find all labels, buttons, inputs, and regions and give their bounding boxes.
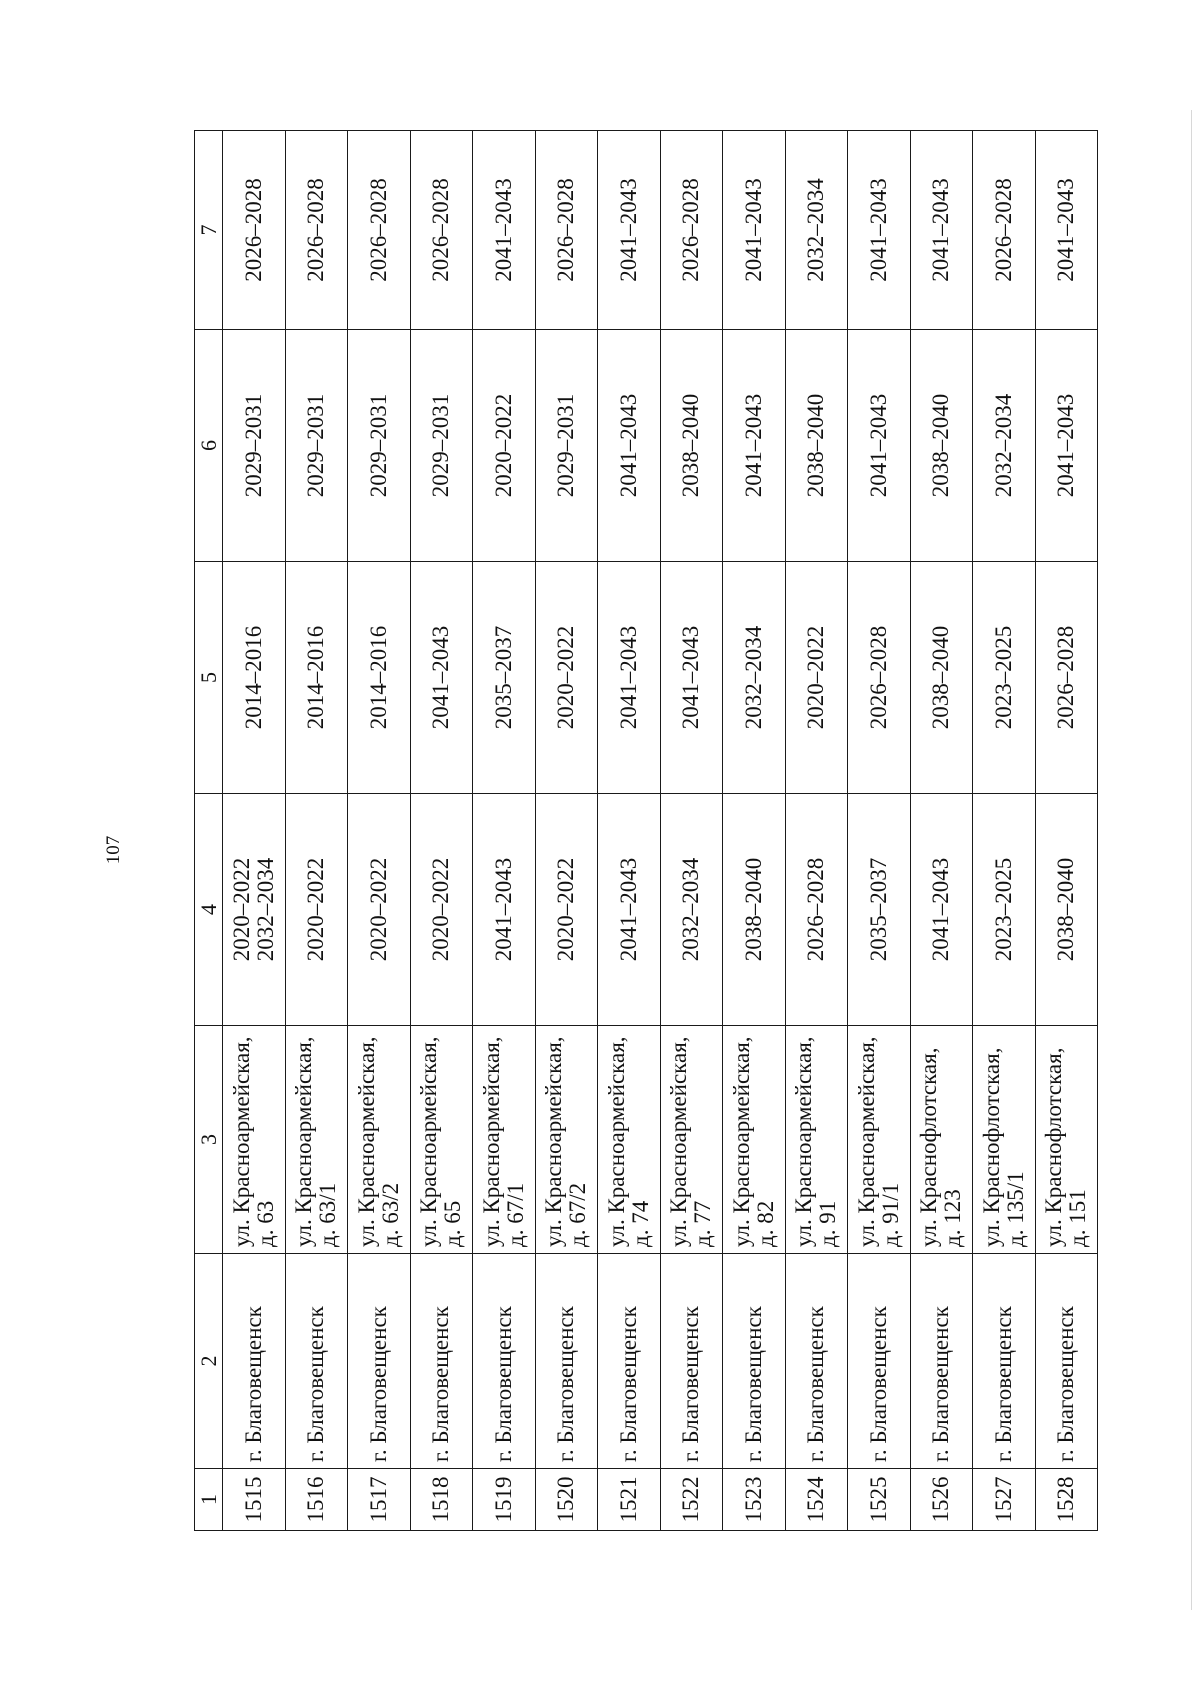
house-number: д. 67/1 [502,1182,528,1247]
address-cell [848,1026,911,1254]
period-column-7: 2026–2028 [240,178,266,282]
settlement-name: г. Благовещенск [303,1306,329,1462]
period-column-5-cell [348,562,411,794]
settlement-name: г. Благовещенск [240,1306,266,1462]
address-cell [535,1026,598,1254]
period-column-5-cell [723,562,786,794]
house-number: д. 82 [752,1200,778,1247]
period-column-5: 2020–2022 [803,625,829,730]
row-number-cell [910,1469,973,1531]
row-number-cell [785,1469,848,1531]
period-column-5-cell [848,562,911,794]
period-column-7: 2041–2043 [1053,178,1079,282]
address-cell [285,1026,348,1254]
period-column-7: 2032–2034 [803,178,829,282]
period-column-7: 2041–2043 [615,178,641,282]
table-row [598,131,661,1531]
address-cell [910,1026,973,1254]
period-column-5-cell [910,562,973,794]
column-number-1: 1 [195,1469,223,1531]
row-number: 1522 [678,1476,704,1523]
settlement-name: г. Благовещенск [1053,1306,1079,1462]
row-number-cell [285,1469,348,1531]
period-column-4: 2035–2037 [865,857,891,962]
settlement-cell [973,1254,1036,1469]
row-number: 1525 [865,1476,891,1523]
period-column-5: 2014–2016 [240,625,266,730]
table-row [473,131,536,1531]
address-cell [723,1026,786,1254]
table-row [285,131,348,1531]
period-column-5-cell [473,562,536,794]
column-number-4: 4 [195,794,223,1026]
period-column-4: 2038–2040 [740,857,766,962]
address-cell [785,1026,848,1254]
period-column-6: 2041–2043 [1053,393,1079,498]
street-name: ул. Красноармейская, [666,1036,692,1247]
row-number-cell [848,1469,911,1531]
row-number-cell [598,1469,661,1531]
address-cell [410,1026,473,1254]
period-column-4-cell [973,794,1036,1026]
street-name: ул. Красноармейская, [728,1036,754,1247]
settlement-cell [660,1254,723,1469]
period-column-4-cell [348,794,411,1026]
period-column-7-cell [223,131,286,330]
period-column-7-cell [973,131,1036,330]
table-row [910,131,973,1531]
period-column-4-cell [410,794,473,1026]
period-column-6-cell [535,330,598,562]
settlement-name: г. Благовещенск [990,1306,1016,1462]
period-column-4: 2020–2022 [303,857,329,962]
period-column-7-cell [535,131,598,330]
house-number: д. 67/2 [565,1182,591,1247]
address-cell [223,1026,286,1254]
period-column-4: 2020–2022 [365,857,391,962]
period-column-6: 2029–2031 [553,393,579,498]
column-number-6: 6 [195,330,223,562]
period-column-7: 2026–2028 [303,178,329,282]
period-column-6: 2038–2040 [928,393,954,498]
period-column-5-cell [285,562,348,794]
period-column-6-cell [660,330,723,562]
period-column-6-cell [410,330,473,562]
period-column-6-cell [1035,330,1098,562]
row-number: 1517 [365,1476,391,1523]
period-column-6-cell [785,330,848,562]
period-column-6-cell [973,330,1036,562]
period-column-6: 2029–2031 [240,393,266,498]
period-column-5: 2041–2043 [428,625,454,730]
period-column-6-cell [723,330,786,562]
period-column-4-cell [285,794,348,1026]
settlement-name: г. Благовещенск [803,1306,829,1462]
settlement-name: г. Благовещенск [615,1306,641,1462]
row-number-cell [723,1469,786,1531]
street-name: ул. Красноармейская, [291,1036,317,1247]
period-column-7-cell [285,131,348,330]
house-number: д. 77 [690,1200,716,1247]
settlement-name: г. Благовещенск [490,1306,516,1462]
period-column-5-cell [660,562,723,794]
period-column-4-cell [223,794,286,1026]
period-column-4: 2032–2034 [678,857,704,962]
period-column-4: 2026–2028 [803,857,829,962]
settlement-name: г. Благовещенск [553,1306,579,1462]
period-column-5: 2035–2037 [490,625,516,730]
house-number: д. 65 [440,1200,466,1247]
row-number: 1515 [240,1476,266,1523]
period-column-7: 2026–2028 [990,178,1016,282]
settlement-cell [285,1254,348,1469]
row-number: 1523 [740,1476,766,1523]
period-column-4-cell [785,794,848,1026]
period-column-4: 2041–2043 [615,857,641,962]
address-cell [1035,1026,1098,1254]
period-column-6: 2038–2040 [803,393,829,498]
house-number: д. 63/2 [377,1182,403,1247]
period-column-4: 2041–2043 [490,857,516,962]
house-number: д. 135/1 [1002,1171,1028,1247]
period-column-4: 2038–2040 [1053,857,1079,962]
row-number: 1528 [1053,1476,1079,1523]
period-column-4-cell [723,794,786,1026]
row-number: 1527 [990,1476,1016,1523]
period-column-7: 2026–2028 [365,178,391,282]
period-column-5-cell [598,562,661,794]
column-number-row [195,131,223,1531]
period-column-7-cell [660,131,723,330]
row-number-cell [473,1469,536,1531]
house-number: д. 63/1 [315,1182,341,1247]
period-column-6-cell [348,330,411,562]
period-column-6-cell [848,330,911,562]
period-column-7-cell [910,131,973,330]
period-column-7: 2041–2043 [928,178,954,282]
period-column-5-cell [223,562,286,794]
period-column-6: 2029–2031 [428,393,454,498]
row-number: 1516 [303,1476,329,1523]
row-number: 1521 [615,1476,641,1523]
row-number-cell [348,1469,411,1531]
register-table-body [195,131,1098,1531]
period-column-5: 2014–2016 [303,625,329,730]
period-column-6: 2029–2031 [365,393,391,498]
scan-edge-artifact [1191,110,1192,1610]
column-number-3: 3 [195,1026,223,1254]
settlement-cell [535,1254,598,1469]
table-row [723,131,786,1531]
row-number: 1520 [553,1476,579,1523]
period-column-6-cell [223,330,286,562]
period-column-5-cell [535,562,598,794]
street-name: ул. Красноармейская, [353,1036,379,1247]
period-column-5: 2020–2022 [553,625,579,730]
period-column-4: 2041–2043 [928,857,954,962]
period-column-5: 2026–2028 [1053,625,1079,730]
register-table [194,130,1098,1531]
table-row [348,131,411,1531]
street-name: ул. Красноармейская, [416,1036,442,1247]
table-row [410,131,473,1531]
period-column-6: 2020–2022 [490,393,516,498]
row-number-cell [973,1469,1036,1531]
house-number: д. 91/1 [877,1182,903,1247]
period-column-7-cell [473,131,536,330]
period-column-6-cell [285,330,348,562]
house-number: д. 123 [940,1189,966,1247]
settlement-cell [410,1254,473,1469]
period-column-4: 2020–2022 [228,857,254,962]
street-name: ул. Красноармейская, [853,1036,879,1247]
period-column-6: 2041–2043 [615,393,641,498]
period-column-7-cell [598,131,661,330]
house-number: д. 74 [627,1200,653,1247]
period-column-7: 2041–2043 [490,178,516,282]
street-name: ул. Красноармейская, [228,1036,254,1247]
period-column-5: 2026–2028 [865,625,891,730]
period-column-5: 2032–2034 [740,625,766,730]
table-row [223,131,286,1531]
settlement-cell [1035,1254,1098,1469]
period-column-7-cell [348,131,411,330]
settlement-name: г. Благовещенск [740,1306,766,1462]
address-cell [660,1026,723,1254]
column-number-5: 5 [195,562,223,794]
period-column-6-cell [473,330,536,562]
address-cell [973,1026,1036,1254]
table-row [660,131,723,1531]
period-column-5: 2041–2043 [615,625,641,730]
period-column-7-cell [1035,131,1098,330]
period-column-4-cell [848,794,911,1026]
settlement-name: г. Благовещенск [365,1306,391,1462]
period-column-7: 2026–2028 [553,178,579,282]
period-column-7: 2041–2043 [740,178,766,282]
period-column-4-cell [660,794,723,1026]
period-column-6: 2041–2043 [740,393,766,498]
row-number-cell [660,1469,723,1531]
page-number: 107 [103,835,124,865]
period-column-7: 2026–2028 [678,178,704,282]
period-column-5: 2038–2040 [928,625,954,730]
period-column-6-cell [598,330,661,562]
period-column-7-cell [723,131,786,330]
house-number: д. 63 [252,1200,278,1247]
table-row [1035,131,1098,1531]
row-number: 1519 [490,1476,516,1523]
address-cell [348,1026,411,1254]
period-column-6: 2041–2043 [865,393,891,498]
column-number-2: 2 [195,1254,223,1469]
period-column-6: 2038–2040 [678,393,704,498]
table-row [848,131,911,1531]
row-number-cell [223,1469,286,1531]
row-number-cell [410,1469,473,1531]
settlement-name: г. Благовещенск [428,1306,454,1462]
row-number: 1518 [428,1476,454,1523]
period-column-4-cell [473,794,536,1026]
register-table-frame [194,131,1109,1531]
street-name: ул. Красноармейская, [478,1036,504,1247]
settlement-cell [910,1254,973,1469]
address-cell [598,1026,661,1254]
period-column-4-cell [910,794,973,1026]
period-column-6-cell [910,330,973,562]
house-number: д. 151 [1065,1189,1091,1247]
settlement-cell [848,1254,911,1469]
street-name: ул. Красноармейская, [541,1036,567,1247]
period-column-5-cell [1035,562,1098,794]
settlement-name: г. Благовещенск [928,1306,954,1462]
house-number: д. 91 [815,1200,841,1247]
period-column-7: 2041–2043 [865,178,891,282]
street-name: ул. Красноармейская, [603,1036,629,1247]
period-column-6: 2029–2031 [303,393,329,498]
period-column-6: 2032–2034 [990,393,1016,498]
period-column-4-cell [1035,794,1098,1026]
period-column-5-cell [785,562,848,794]
settlement-cell [723,1254,786,1469]
period-column-5: 2041–2043 [678,625,704,730]
period-column-7: 2026–2028 [428,178,454,282]
settlement-cell [348,1254,411,1469]
period-column-7-cell [848,131,911,330]
street-name: ул. Краснофлотская, [978,1047,1004,1247]
settlement-name: г. Благовещенск [678,1306,704,1462]
settlement-name: г. Благовещенск [865,1306,891,1462]
street-name: ул. Краснофлотская, [1041,1047,1067,1247]
street-name: ул. Краснофлотская, [916,1047,942,1247]
street-name: ул. Красноармейская, [791,1036,817,1247]
settlement-cell [473,1254,536,1469]
period-column-4: 2023–2025 [990,857,1016,962]
period-column-4: 2020–2022 [553,857,579,962]
period-column-5-cell [973,562,1036,794]
table-row [535,131,598,1531]
row-number: 1524 [803,1476,829,1523]
address-cell [473,1026,536,1254]
period-column-5: 2023–2025 [990,625,1016,730]
settlement-cell [223,1254,286,1469]
row-number-cell [1035,1469,1098,1531]
table-row [973,131,1036,1531]
period-column-4-cell [535,794,598,1026]
period-column-4-extra: 2032–2034 [252,857,278,962]
period-column-5-cell [410,562,473,794]
table-row [785,131,848,1531]
period-column-4-cell [598,794,661,1026]
period-column-7-cell [785,131,848,330]
period-column-7-cell [410,131,473,330]
period-column-4: 2020–2022 [428,857,454,962]
row-number: 1526 [928,1476,954,1523]
column-number-7: 7 [195,131,223,330]
period-column-5: 2014–2016 [365,625,391,730]
settlement-cell [785,1254,848,1469]
row-number-cell [535,1469,598,1531]
settlement-cell [598,1254,661,1469]
